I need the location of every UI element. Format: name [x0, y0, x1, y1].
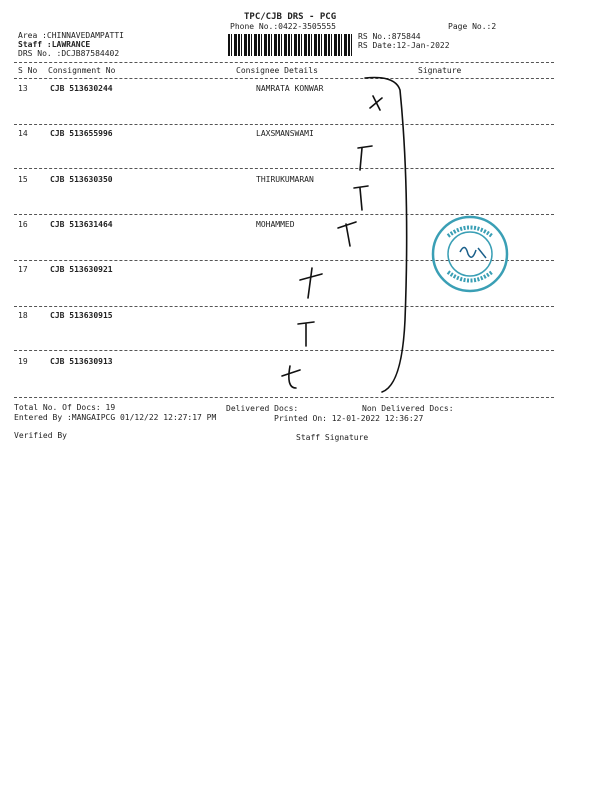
- area-field: Area :CHINNAVEDAMPATTI: [18, 31, 124, 40]
- row-sno: 14: [18, 129, 28, 138]
- page-number: Page No.:2: [448, 22, 497, 31]
- college-stamp: [430, 214, 510, 294]
- row-sno: 18: [18, 311, 28, 320]
- signature-marks: [270, 70, 420, 400]
- col-signature-header: Signature: [418, 66, 462, 75]
- row-consignee: NAMRATA KONWAR: [256, 84, 324, 93]
- row-consignment: CJB 513630244: [50, 84, 113, 93]
- col-consignment-header: Consignment No: [48, 66, 116, 75]
- row-consignment: CJB 513655996: [50, 129, 113, 138]
- verified-by: Verified By: [14, 431, 67, 440]
- drs-number: DRS No. :DCJB87584402: [18, 49, 120, 58]
- non-delivered-docs: Non Delivered Docs:: [362, 404, 454, 413]
- staff-field: Staff :LAWRANCE: [18, 40, 91, 49]
- barcode: [228, 34, 354, 56]
- total-docs: Total No. Of Docs: 19: [14, 403, 116, 412]
- row-sno: 17: [18, 265, 28, 274]
- row-sno: 13: [18, 84, 28, 93]
- row-consignment: CJB 513631464: [50, 220, 113, 229]
- staff-signature: Staff Signature: [296, 433, 369, 442]
- row-sno: 19: [18, 357, 28, 366]
- col-consignee-header: Consignee Details: [236, 66, 318, 75]
- phone-number: Phone No.:0422-3505555: [230, 22, 336, 31]
- printed-on: Printed On: 12-01-2022 12:36:27: [274, 414, 424, 423]
- row-consignment: CJB 513630350: [50, 175, 113, 184]
- delivered-docs: Delivered Docs:: [226, 404, 299, 413]
- row-consignee: THIRUKUMARAN: [256, 175, 314, 184]
- rs-number: RS No.:875844: [358, 32, 421, 41]
- rs-date: RS Date:12-Jan-2022: [358, 41, 450, 50]
- entered-by: Entered By :MANGAIPCG 01/12/22 12:27:17 PM: [14, 413, 217, 422]
- row-consignee: MOHAMMED: [256, 220, 295, 229]
- row-consignment: CJB 513630921: [50, 265, 113, 274]
- row-consignee: LAXSMANSWAMI: [256, 129, 314, 138]
- row-consignment: CJB 513630915: [50, 311, 113, 320]
- col-sno-header: S No: [18, 66, 38, 75]
- document-title: TPC/CJB DRS - PCG: [244, 12, 337, 22]
- row-sno: 15: [18, 175, 28, 184]
- row-sno: 16: [18, 220, 28, 229]
- bracket-stroke: [365, 78, 407, 393]
- divider: [14, 62, 554, 63]
- row-consignment: CJB 513630913: [50, 357, 113, 366]
